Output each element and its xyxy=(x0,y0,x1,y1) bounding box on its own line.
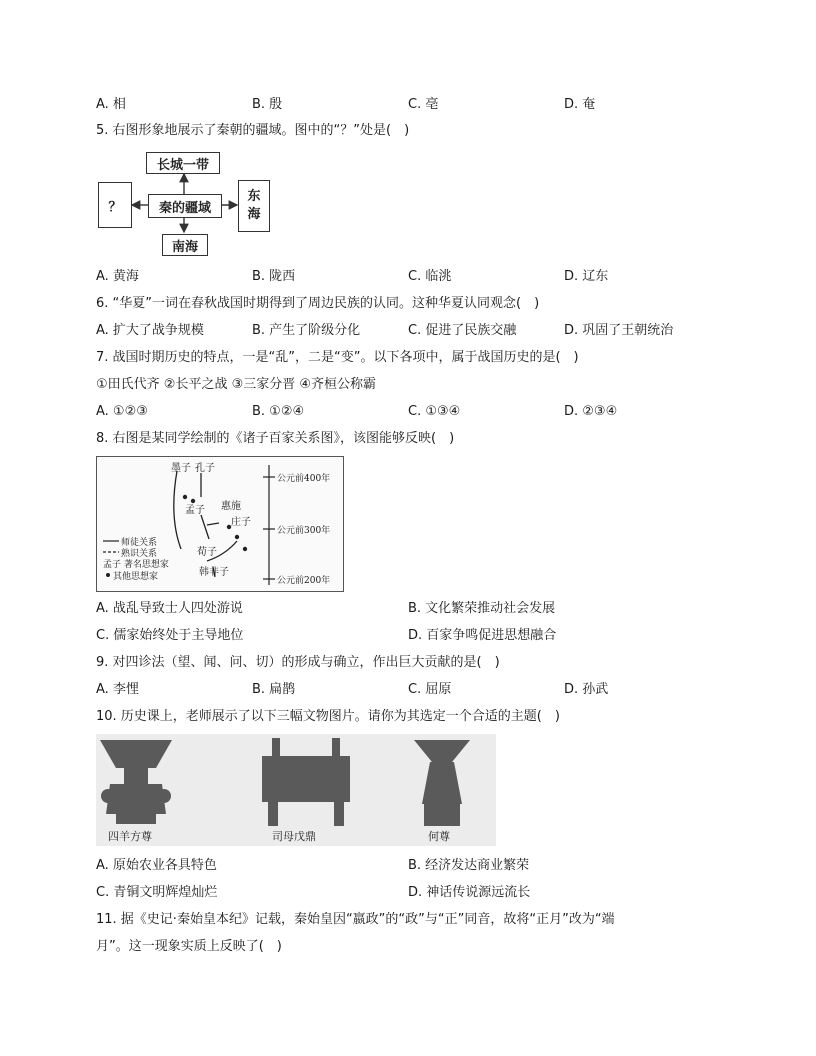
q7-option-d: D. ②③④ xyxy=(564,404,618,419)
q7-stem: 7. 战国时期历史的特点，一是“乱”，二是“变”。以下各项中，属于战国历史的是( ) xyxy=(96,350,579,365)
q9-stem: 9. 对四诊法（望、闻、问、切）的形成与确立，作出巨大贡献的是( ) xyxy=(96,655,500,670)
q9-option-c: C. 屈原 xyxy=(408,682,452,697)
four-goat-zun-icon xyxy=(100,740,172,824)
q4-option-a: A. 相 xyxy=(96,97,126,112)
q9-option-a: A. 李悝 xyxy=(96,682,139,697)
q8-schools-diagram xyxy=(96,456,344,592)
q7-option-b: B. ①②④ xyxy=(252,404,305,419)
q10-stem: 10. 历史课上，老师展示了以下三幅文物图片。请你为其选定一个合适的主题( ) xyxy=(96,709,560,724)
q8-time-300: 公元前300年 xyxy=(277,526,331,536)
q8-option-d: D. 百家争鸣促进思想融合 xyxy=(408,628,557,643)
q8-time-400: 公元前400年 xyxy=(277,474,331,484)
q7-items: ①田氏代齐 ②长平之战 ③三家分晋 ④齐桓公称霸 xyxy=(96,377,377,392)
q8-stem: 8. 右图是某同学绘制的《诸子百家关系图》，该图能够反映( ) xyxy=(96,431,455,446)
q8-name-mengzi: 孟子 xyxy=(185,505,205,516)
q10-label-he-zun: 何尊 xyxy=(428,830,450,843)
q10-option-a: A. 原始农业各具特色 xyxy=(96,858,217,873)
q11-stem-line1: 11. 据《史记·秦始皇本纪》记载，秦始皇因“嬴政”的“政”与“正”同音，故将“正月”改为“端 xyxy=(96,912,615,927)
q5-option-c: C. 临洮 xyxy=(408,269,452,284)
q8-name-xunzi: 荀子 xyxy=(197,547,217,558)
q8-legend-other: 其他思想家 xyxy=(113,572,159,582)
q8-option-b: B. 文化繁荣推动社会发展 xyxy=(408,601,556,616)
q8-legend-teacher: 师徒关系 xyxy=(121,538,158,548)
q10-label-simuwu: 司母戊鼎 xyxy=(272,830,316,843)
q8-option-a: A. 战乱导致士人四处游说 xyxy=(96,601,243,616)
q5-option-a: A. 黄海 xyxy=(96,269,139,284)
q9-option-d: D. 孙武 xyxy=(564,682,609,697)
q9-option-b: B. 扁鹊 xyxy=(252,682,296,697)
q5-option-b: B. 陇西 xyxy=(252,269,296,284)
q6-stem: 6. “华夏”一词在春秋战国时期得到了周边民族的认同。这种华夏认同观念( ) xyxy=(96,296,540,311)
q8-time-200: 公元前200年 xyxy=(277,576,331,586)
q4-option-b: B. 殷 xyxy=(252,97,283,112)
q10-artifacts-photo xyxy=(96,734,496,846)
q8-name-hanfeizi: 韩非子 xyxy=(199,567,229,578)
q5-stem: 5. 右图形象地展示了秦朝的疆域。图中的“？”处是( ) xyxy=(96,123,410,138)
q7-option-a: A. ①②③ xyxy=(96,404,148,419)
q5-box-bottom: 南海 xyxy=(162,234,208,256)
he-zun-icon xyxy=(414,740,470,826)
q6-option-c: C. 促进了民族交融 xyxy=(408,323,517,338)
q8-option-c: C. 儒家始终处于主导地位 xyxy=(96,628,244,643)
q8-name-kongzi: 孔子 xyxy=(195,463,215,474)
q5-territory-diagram xyxy=(96,148,276,260)
q5-option-d: D. 辽东 xyxy=(564,269,609,284)
q10-option-c: C. 青铜文明辉煌灿烂 xyxy=(96,885,218,900)
q5-box-right-line2: 海 xyxy=(247,207,261,222)
q5-box-top: 长城一带 xyxy=(146,152,220,174)
q8-dot xyxy=(183,495,187,499)
q6-option-d: D. 巩固了王朝统治 xyxy=(564,323,674,338)
q8-name-zhuangzi: 庄子 xyxy=(231,517,251,528)
q10-option-d: D. 神话传说源远流长 xyxy=(408,885,531,900)
q4-option-d: D. 奄 xyxy=(564,97,596,112)
q7-option-c: C. ①③④ xyxy=(408,404,461,419)
q8-legend-famous: 孟子 著名思想家 xyxy=(103,560,169,570)
q4-option-c: C. 亳 xyxy=(408,97,439,112)
q5-box-left: ？ xyxy=(98,182,132,228)
q10-option-b: B. 经济发达商业繁荣 xyxy=(408,858,530,873)
simuwu-ding-icon xyxy=(262,738,350,826)
q11-stem-line2: 月”。这一现象实质上反映了( ) xyxy=(96,939,282,954)
q8-name-huishi: 惠施 xyxy=(221,501,241,512)
q8-legend-acquaintance: 熟识关系 xyxy=(121,549,158,559)
q8-name-mozi: 墨子 xyxy=(171,463,191,474)
q6-option-a: A. 扩大了战争规模 xyxy=(96,323,204,338)
q10-label-four-goat: 四羊方尊 xyxy=(108,830,152,843)
q6-option-b: B. 产生了阶级分化 xyxy=(252,323,361,338)
q5-box-center: 秦的疆域 xyxy=(148,194,222,218)
q5-box-right-line1: 东 xyxy=(247,189,261,204)
q5-box-right xyxy=(238,180,270,232)
